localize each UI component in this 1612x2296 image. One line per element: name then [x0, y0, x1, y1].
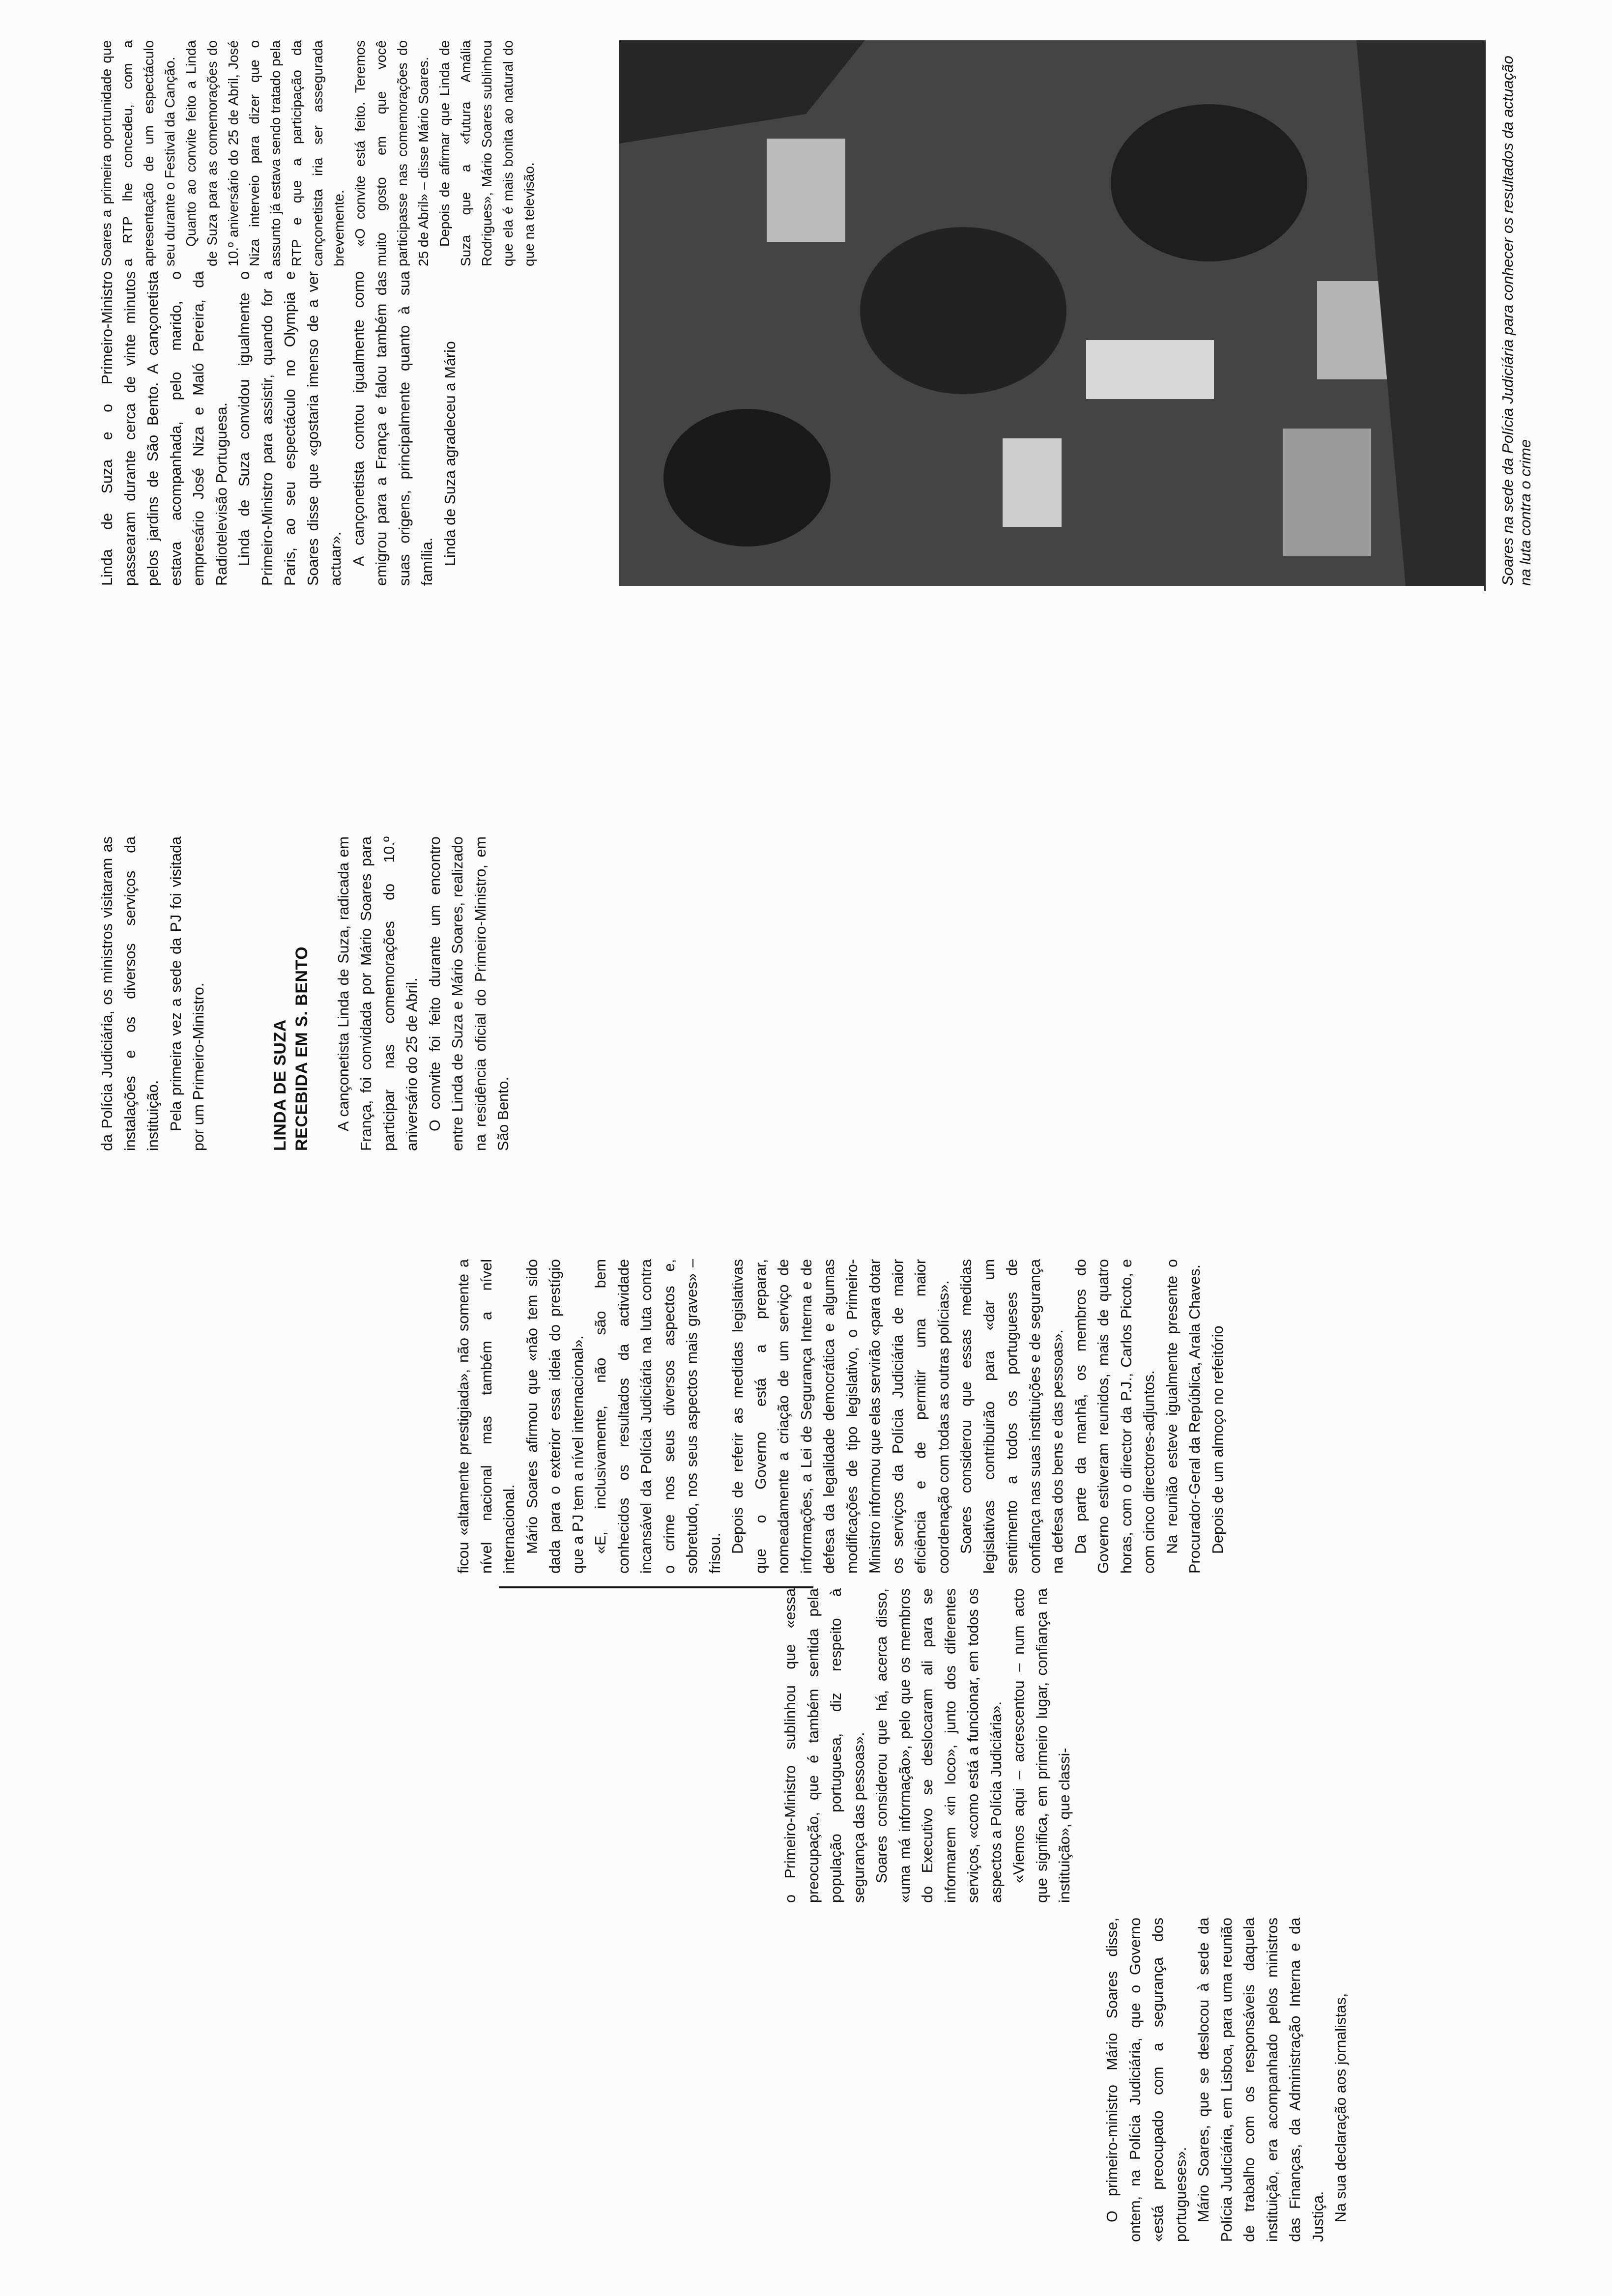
paragraph: Mário Soares, que se deslocou à sede da Polícia Judiciária, em Lisboa, para uma reunião de trabalho com os responsáveis daquela instituição, era acompanhado pelos ministros das Finanças, da Administração Interna e da Justiça. [1195, 1918, 1326, 2242]
column-rule [499, 1586, 813, 1588]
paragraph: Mário Soares afirmou que «não tem sido dada para o exterior essa ideia do prestígio que a PJ tem a nível internacional». [523, 1259, 586, 1574]
paragraph: Linda de Suza e o Primeiro-Ministro passearam durante cerca de vinte minutos pelos jardins de São Bento. A cançonetista estava acompanhada, pelo marido, o empresário José Niza e Maló Pereira, da Radiotelevisão Portuguesa. [99, 271, 230, 586]
paragraph: da Polícia Judiciária, os ministros visitaram as instalações e os diversos serviços da instituição. [99, 836, 161, 1151]
paragraph: ficou «altamente prestigiada», não somente a nível nacional mas também a nível internacional. [455, 1259, 518, 1574]
paragraph: Depois de referir as medidas legislativas que o Governo está a preparar, nomeadamente a criação de um serviço de informações, a Lei de Segurança Interna e de defesa da legalidade democrática e algumas modificações de tipo legislativo, o Primeiro-Ministro informou que elas servirão «para dotar os serviços da Polícia Judiciária de maior eficiência e de permitir uma maior coordenação com todas as outras polícias». [729, 1259, 952, 1574]
paragraph: Na sua declaração aos jornalistas, [1332, 1993, 1349, 2222]
article-column-6-text [96, 40, 540, 266]
paragraph: Linda de Suza agradeceu a Mário [441, 341, 459, 566]
paragraph: Na reunião esteve igualmente presente o Procurador-Geral da República, Arala Chaves. [1163, 1259, 1203, 1574]
article-column-3 [452, 1259, 1229, 1574]
paragraph: A cançonetista contou igualmente como emigrou para a França e falou também das suas origens, principalmente quanto à sua família. [350, 271, 435, 586]
article-column-2 [779, 1588, 1076, 1903]
article-column-1 [1101, 1918, 1353, 2242]
paragraph: Soares considerou que há, acerca disso, «uma má informação», pelo que os membros do Executivo se deslocaram ali para se informarem «in loco», junto dos diferentes serviços, «como está a funcionar, em todos os aspectos a Polícia Judiciária». [873, 1588, 1005, 1903]
paragraph: «O convite está feito. Teremos muito gosto em que você participasse nas comemorações do 25 de Abril» – disse Mário Soares. [352, 40, 431, 266]
paragraph: Soares a primeira oportunidade que a RTP lhe concedeu, com a apresentação de um espectáculo seu durante o Festival da Canção. [99, 40, 177, 266]
paragraph: o Primeiro-Ministro sublinhou que «essa preocupação, que é também sentida pela população portuguesa, diz respeito à segurança das pessoas». [782, 1588, 867, 1903]
paragraph: A cançonetista Linda de Suza, radicada em França, foi convidada por Mário Soares para participar nas comemorações do 10.º aniversário do 25 de Abril. [335, 836, 420, 1151]
paragraph: Depois de um almoço no refeitório [1209, 1325, 1226, 1554]
article-column-5 [96, 271, 461, 586]
news-photo [619, 40, 1484, 586]
paragraph: Quanto ao convite feito a Linda de Suza para as comemorações do 10.º aniversário do 25 de Abril, José Niza interveio para dizer que o assunto já estava sendo tratado pela RTP e que a participação da cançonetista iria ser assegurada brevemente. [183, 40, 346, 266]
paragraph: Da parte da manhã, os membros do Governo estiveram reunidos, mais de quatro horas, com o director da P.J., Carlos Picoto, e com cinco directores-adjuntos. [1072, 1259, 1157, 1574]
paragraph: O convite foi feito durante um encontro entre Linda de Suza e Mário Soares, realizado na residência oficial do Primeiro-Ministro, em São Bento. [426, 836, 512, 1151]
paragraph: O primeiro-ministro Mário Soares disse, ontem, na Polícia Judiciária, que o Governo «está preocupado com a segurança dos portugueses». [1104, 1918, 1189, 2242]
paragraph: «E, inclusivamente, não são bem conhecidos os resultados da actividade incansável da Polícia Judiciária na luta contra o crime nos seus diversos aspectos e, sobretudo, nos seus aspectos mais graves» – frisou. [592, 1259, 723, 1574]
paragraph: Linda de Suza convidou igualmente o Primeiro-Ministro para assistir, quando for a Paris, ao seu espectáculo no Olympia e Soares disse que «gostaria imenso de a ver actuar». [236, 271, 344, 586]
article-column-4 [96, 836, 515, 1151]
paragraph: Pela primeira vez a sede da PJ foi visitada por um Primeiro-Ministro. [167, 836, 207, 1151]
photo-caption: Soares na sede da Polícia Judiciária para conhecer os resultados da actuação na luta contra o crime [1499, 56, 1534, 586]
paragraph: Soares considerou que essas medidas legislativas contribuirão para «dar um sentimento a todos os portugueses de confiança nas suas instituições e de segurança na defesa dos bens e das pessoas». [958, 1259, 1066, 1574]
paragraph: «Viemos aqui – acrescentou – num acto que significa, em primeiro lugar, confiança na instituição», que classi- [1010, 1588, 1073, 1903]
headline: LINDA DE SUZA RECEBIDA EM S. BENTO [270, 946, 311, 1151]
paragraph: Depois de afirmar que Linda de Suza que a «futura Amália Rodrigues», Mário Soares sublinhou que ela é mais bonita ao natural do que na televisão. [437, 40, 537, 266]
photo-image [619, 40, 1484, 586]
page-rule [1484, 40, 1486, 591]
